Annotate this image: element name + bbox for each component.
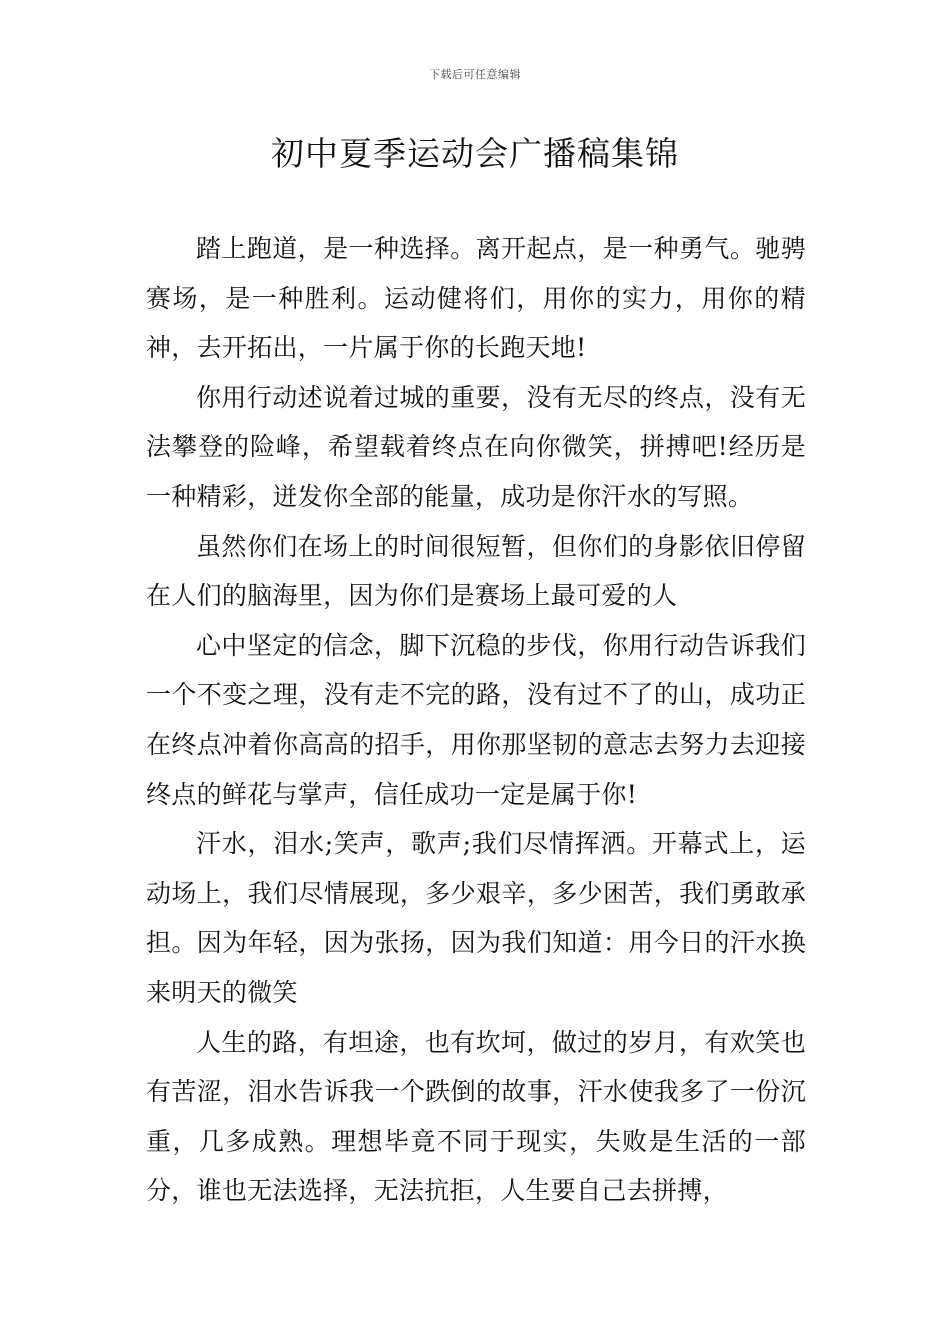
paragraph: 人生的路，有坦途，也有坎坷，做过的岁月，有欢笑也有苦涩，泪水告诉我一个跌倒的故事，汗水使我多了一份沉重，几多成熟。理想毕竟不同于现实，失败是生活的一部分，谁也无法选择，无法抗拒，人生要自己去拼搏， bbox=[146, 1027, 806, 1206]
paragraph: 心中坚定的信念，脚下沉稳的步伐，你用行动告诉我们一个不变之理，没有走不完的路，没有过不了的山，成功正在终点冲着你高高的招手，用你那坚韧的意志去努力去迎接终点的鲜花与掌声，信任成功一定是属于你! bbox=[146, 630, 806, 809]
document-body bbox=[146, 224, 806, 1216]
paragraph: 踏上跑道，是一种选择。离开起点，是一种勇气。驰骋赛场，是一种胜利。运动健将们，用你的实力，用你的精神，去开拓出，一片属于你的长跑天地! bbox=[146, 234, 806, 363]
paragraph: 虽然你们在场上的时间很短暂，但你们的身影依旧停留在人们的脑海里，因为你们是赛场上最可爱的人 bbox=[146, 531, 806, 611]
page-header-note: 下载后可任意编辑 bbox=[429, 68, 521, 81]
document-title: 初中夏季运动会广播稿集锦 bbox=[271, 134, 679, 173]
paragraph: 你用行动述说着过城的重要，没有无尽的终点，没有无法攀登的险峰，希望载着终点在向你微笑，拼搏吧!经历是一种精彩，迸发你全部的能量，成功是你汗水的写照。 bbox=[146, 382, 806, 511]
paragraph: 汗水，泪水;笑声，歌声;我们尽情挥洒。开幕式上，运动场上，我们尽情展现，多少艰辛，多少困苦，我们勇敢承担。因为年轻，因为张扬，因为我们知道：用今日的汗水换来明天的微笑 bbox=[146, 829, 806, 1007]
